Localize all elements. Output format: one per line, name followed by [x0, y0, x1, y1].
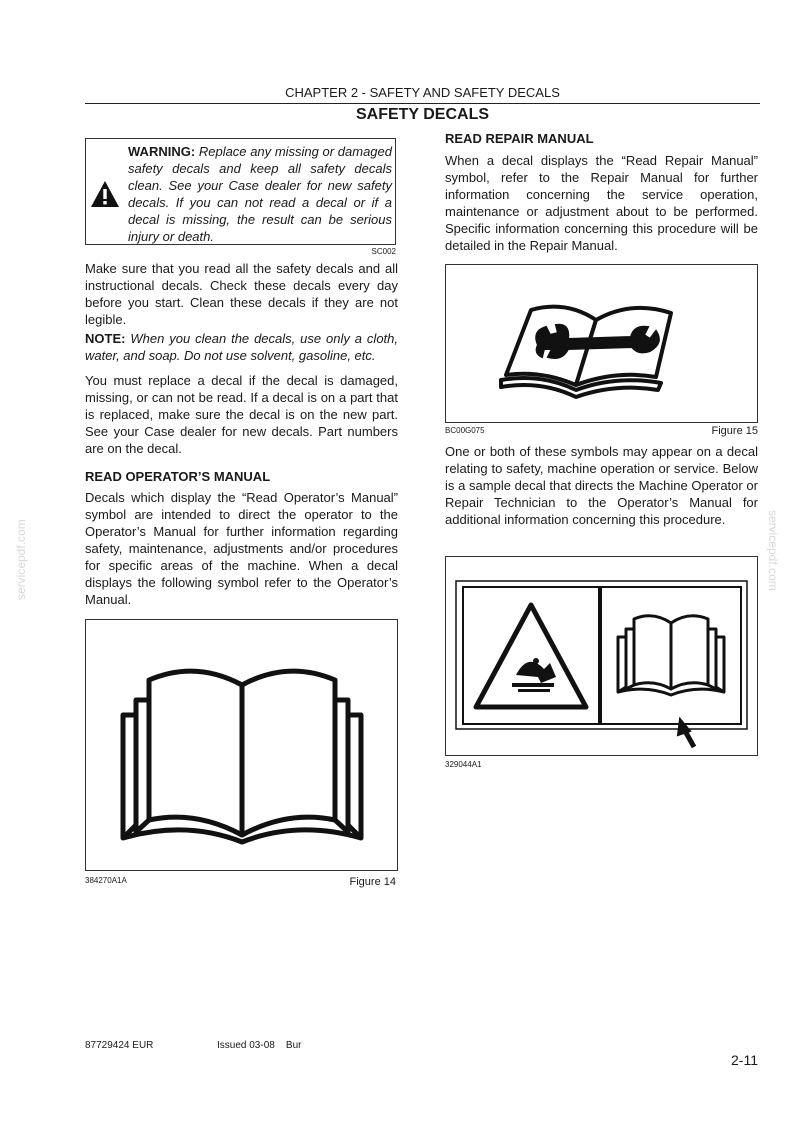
figure-14-label: Figure 14 — [349, 876, 396, 888]
chapter-header: CHAPTER 2 - SAFETY AND SAFETY DECALS — [285, 85, 560, 100]
warning-label: WARNING: — [128, 144, 196, 159]
warning-body: Replace any missing or damaged safety decals and keep all safety decals clean. See your Case dealer for new safety decals. If you can not read a decal or if a decal is missing, the result can be serious injury or death. — [128, 144, 392, 244]
open-book-icon — [86, 620, 397, 870]
figure-14-code: 384270A1A — [85, 876, 127, 885]
svg-text:.: . — [734, 721, 736, 726]
figure-16-code: 329044A1 — [445, 760, 482, 769]
header-rule — [85, 103, 760, 104]
note-paragraph — [85, 330, 398, 364]
figure-15-label: Figure 15 — [711, 425, 758, 437]
paragraph-sample-decal: One or both of these symbols may appear on a decal relating to safety, machine operation or service. Below is a sample decal that directs the Machine Operator or Repair Technician to the Operator’s Manual for additional information concerning this procedure. — [445, 444, 758, 527]
paragraph-operators-manual: Decals which display the “Read Operator’s Manual” symbol are intended to direct the operator to the Operator’s Manual for further information regarding safety, maintenance, adjustments and/or procedures for specific areas of the machine. When a decal displays the following symbol refer to the Operator’s Manual. — [85, 490, 398, 607]
note-label: NOTE: — [85, 331, 126, 346]
watermark-left: servicepdf.com — [14, 519, 28, 600]
watermark-right: servicepdf.com — [766, 510, 780, 591]
paragraph-read-decals: Make sure that you read all the safety decals and all instructional decals. Check these decals every day before you start. Clean these decals if they are not legible. — [85, 261, 398, 327]
warning-code: SC002 — [371, 247, 396, 256]
sample-decal-icon — [446, 557, 757, 755]
page-title: SAFETY DECALS — [355, 106, 490, 123]
note-text: When you clean the decals, use only a cloth, water, and soap. Do not use solvent, gasoline, etc. — [85, 331, 399, 363]
figure-15-code: BC00G075 — [445, 426, 485, 435]
footer-issue: Issued 03-08 Bur — [217, 1040, 302, 1051]
warning-text — [128, 143, 392, 245]
footer-page-number: 2-11 — [731, 1052, 758, 1068]
book-with-wrench-icon — [446, 265, 757, 422]
paragraph-replace-decal: You must replace a decal if the decal is damaged, missing, or can not be read. If a decal is on a part that is replaced, make sure the decal is on the new part. See your Case dealer for new decals. Part numbers are on the decal. — [85, 373, 398, 456]
heading-read-repair-manual: READ REPAIR MANUAL — [445, 131, 594, 146]
paragraph-repair-manual: When a decal displays the “Read Repair Manual” symbol, refer to the Repair Manual for further information concerning the service operation, maintenance or adjustment about to be performed. Specific information concerning this procedure will be detailed in the Repair Manual. — [445, 153, 758, 253]
warning-triangle-icon — [90, 180, 120, 208]
footer-doc-number: 87729424 EUR — [85, 1040, 154, 1051]
heading-read-operators-manual: READ OPERATOR’S MANUAL — [85, 469, 271, 484]
